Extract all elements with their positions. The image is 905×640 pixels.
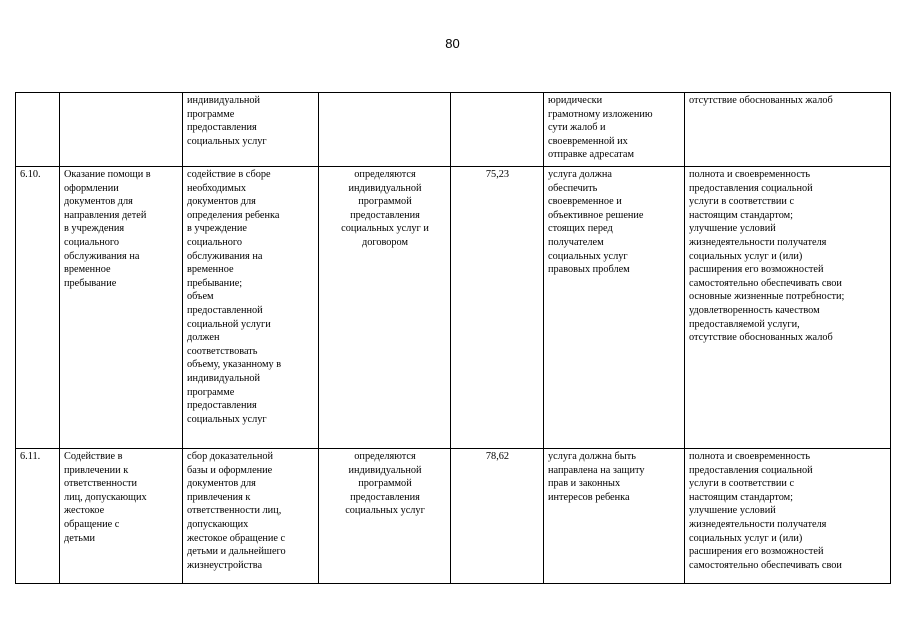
cell-text-line: объективное решение [548, 209, 644, 221]
cell-text-line: расширения его возможностей [689, 264, 824, 276]
cell-text-line: Содействие в [64, 451, 123, 462]
cell-text-line: детьми [64, 532, 96, 544]
service-name-cell [60, 449, 183, 584]
cell-text-line: в учреждение [187, 223, 247, 235]
cell-text-line: ответственности лиц, [187, 505, 282, 517]
cell-text-line: услуга должна [548, 169, 612, 180]
tariff-cell [451, 167, 544, 449]
table-row [16, 449, 891, 584]
cell-text-line: социальных услуг [187, 413, 267, 425]
cell-text-line: жестокое [64, 505, 105, 517]
cell-text: 78,62 [485, 451, 510, 462]
quality-indicators-cell [685, 93, 891, 167]
deadline-cell [319, 93, 451, 167]
cell-text-line: временное [187, 264, 234, 276]
cell-text: 75,23 [485, 169, 510, 180]
cell-text-line: документов для [187, 478, 256, 490]
cell-text-line: расширения его возможностей [689, 546, 824, 558]
deadline-cell [319, 449, 451, 584]
standard-cell [544, 93, 685, 167]
cell-text-line: объему, указанному в [187, 359, 282, 371]
cell-text-line: индивидуальной [187, 95, 261, 106]
cell-text-line: социальных услуг [345, 505, 425, 517]
cell-text-line: привлечении к [64, 464, 129, 476]
cell-text-line: детьми и дальнейшего [187, 546, 286, 558]
quality-indicators-cell [685, 167, 891, 449]
cell-text-line: социального [64, 236, 120, 248]
cell-text-line: программой [358, 478, 412, 490]
service-name-cell [60, 93, 183, 167]
cell-text-line: объем [187, 291, 214, 303]
cell-text-line: самостоятельно обеспечивать свои [689, 277, 842, 289]
cell-text-line: интересов ребенка [548, 491, 630, 503]
cell-text-line: социальной услуги [187, 318, 271, 330]
cell-text-line: направления детей [64, 209, 147, 221]
cell-text-line: предоставляемой услуги, [689, 318, 800, 330]
cell-text-line: социальных услуг [187, 135, 267, 147]
cell-text-line: оформлении [64, 182, 119, 194]
cell-text-line: социального [187, 236, 243, 248]
cell-text-line: договором [361, 236, 409, 248]
cell-text-line: обслуживания на [187, 250, 263, 262]
cell-text: 6.11. [20, 451, 41, 462]
cell-text-line: социальных услуг [548, 250, 628, 262]
cell-text-line: обращение с [64, 518, 120, 530]
cell-text-line: временное [64, 264, 111, 276]
row-number-cell [16, 93, 60, 167]
cell-text-line: лиц, допускающих [64, 491, 147, 503]
cell-text-line: предоставления [187, 122, 257, 134]
standard-cell [544, 449, 685, 584]
table-row [16, 93, 891, 167]
cell-text-line: правовых проблем [548, 264, 630, 276]
cell-text-line: предоставления социальной [689, 182, 813, 194]
cell-text-line: определяются [354, 169, 416, 180]
cell-text-line: сути жалоб и [548, 122, 606, 134]
row-number-cell [16, 167, 60, 449]
cell-text-line: ответственности [64, 478, 137, 490]
cell-text-line: социальных услуг и [341, 223, 429, 235]
cell-text-line: Оказание помощи в [64, 169, 151, 180]
cell-text-line: индивидуальной [187, 372, 261, 384]
cell-text-line: услуга должна быть [548, 451, 636, 462]
cell-text-line: предоставления [350, 491, 420, 503]
tariff-cell [451, 449, 544, 584]
cell-text-line: предоставления социальной [689, 464, 813, 476]
cell-text-line: основные жизненные потребности; [689, 291, 845, 303]
cell-text-line: получателем [548, 236, 604, 248]
cell-text-line: жизнедеятельности получателя [689, 518, 827, 530]
cell-text-line: удовлетворенность качеством [689, 304, 820, 316]
cell-text-line: пребывание [64, 277, 117, 289]
cell-text-line: своевременное и [548, 196, 622, 208]
page-number: 80 [445, 36, 460, 51]
cell-text-line: юридически [548, 95, 603, 106]
deadline-cell [319, 167, 451, 449]
cell-text-line: обслуживания на [64, 250, 140, 262]
cell-text-line: привлечения к [187, 491, 251, 503]
cell-text-line: самостоятельно обеспечивать свои [689, 559, 842, 571]
cell-text-line: грамотному изложению [548, 108, 653, 120]
cell-text-line: содействие в сборе [187, 169, 271, 180]
cell-text-line: настоящим стандартом; [689, 491, 794, 503]
cell-text-line: необходимых [187, 182, 247, 194]
cell-text-line: соответствовать [187, 345, 258, 357]
quality-indicators-cell [685, 449, 891, 584]
cell-text-line: предоставленной [187, 304, 263, 316]
cell-text-line: прав и законных [548, 478, 621, 490]
cell-text-line: жизнеустройства [187, 559, 263, 571]
cell-text-line: допускающих [187, 518, 249, 530]
service-content-cell [183, 449, 319, 584]
cell-text-line: сбор доказательной [187, 451, 274, 462]
cell-text-line: должен [187, 332, 220, 344]
cell-text-line: программой [358, 196, 412, 208]
row-number-cell [16, 449, 60, 584]
service-content-cell [183, 167, 319, 449]
cell-text-line: индивидуальной [348, 182, 422, 194]
cell-text-line: улучшение условий [689, 505, 776, 517]
tariff-cell [451, 93, 544, 167]
service-name-cell [60, 167, 183, 449]
standard-cell [544, 167, 685, 449]
service-content-cell [183, 93, 319, 167]
cell-text-line: услуги в соответствии с [689, 196, 795, 208]
cell-text-line: предоставления [187, 400, 257, 412]
cell-text-line: жизнедеятельности получателя [689, 236, 827, 248]
cell-text-line: стоящих перед [548, 223, 613, 235]
cell-text-line: программе [187, 108, 235, 120]
cell-text-line: предоставления [350, 209, 420, 221]
cell-text-line: улучшение условий [689, 223, 776, 235]
cell-text-line: отсутствие обоснованных жалоб [689, 95, 833, 106]
cell-text-line: жестокое обращение с [187, 532, 286, 544]
cell-text-line: своевременной их [548, 135, 628, 147]
cell-text-line: полнота и своевременность [689, 169, 811, 180]
cell-text-line: документов для [187, 196, 256, 208]
cell-text: 6.10. [20, 169, 41, 180]
cell-text-line: отправке адресатам [548, 149, 634, 161]
cell-text-line: базы и оформление [187, 464, 273, 476]
cell-text-line: социальных услуг и (или) [689, 532, 803, 544]
cell-text-line: услуги в соответствии с [689, 478, 795, 490]
cell-text-line: индивидуальной [348, 464, 422, 476]
cell-text-line: полнота и своевременность [689, 451, 811, 462]
cell-text-line: документов для [64, 196, 133, 208]
services-table [15, 92, 891, 584]
cell-text-line: определяются [354, 451, 416, 462]
cell-text-line: направлена на защиту [548, 464, 645, 476]
cell-text-line: обеспечить [548, 182, 598, 194]
cell-text-line: программе [187, 386, 235, 398]
cell-text-line: в учреждения [64, 223, 125, 235]
cell-text-line: социальных услуг и (или) [689, 250, 803, 262]
cell-text-line: пребывание; [187, 277, 243, 289]
cell-text-line: определения ребенка [187, 209, 280, 221]
cell-text-line: отсутствие обоснованных жалоб [689, 332, 833, 344]
cell-text-line: настоящим стандартом; [689, 209, 794, 221]
table-row [16, 167, 891, 449]
